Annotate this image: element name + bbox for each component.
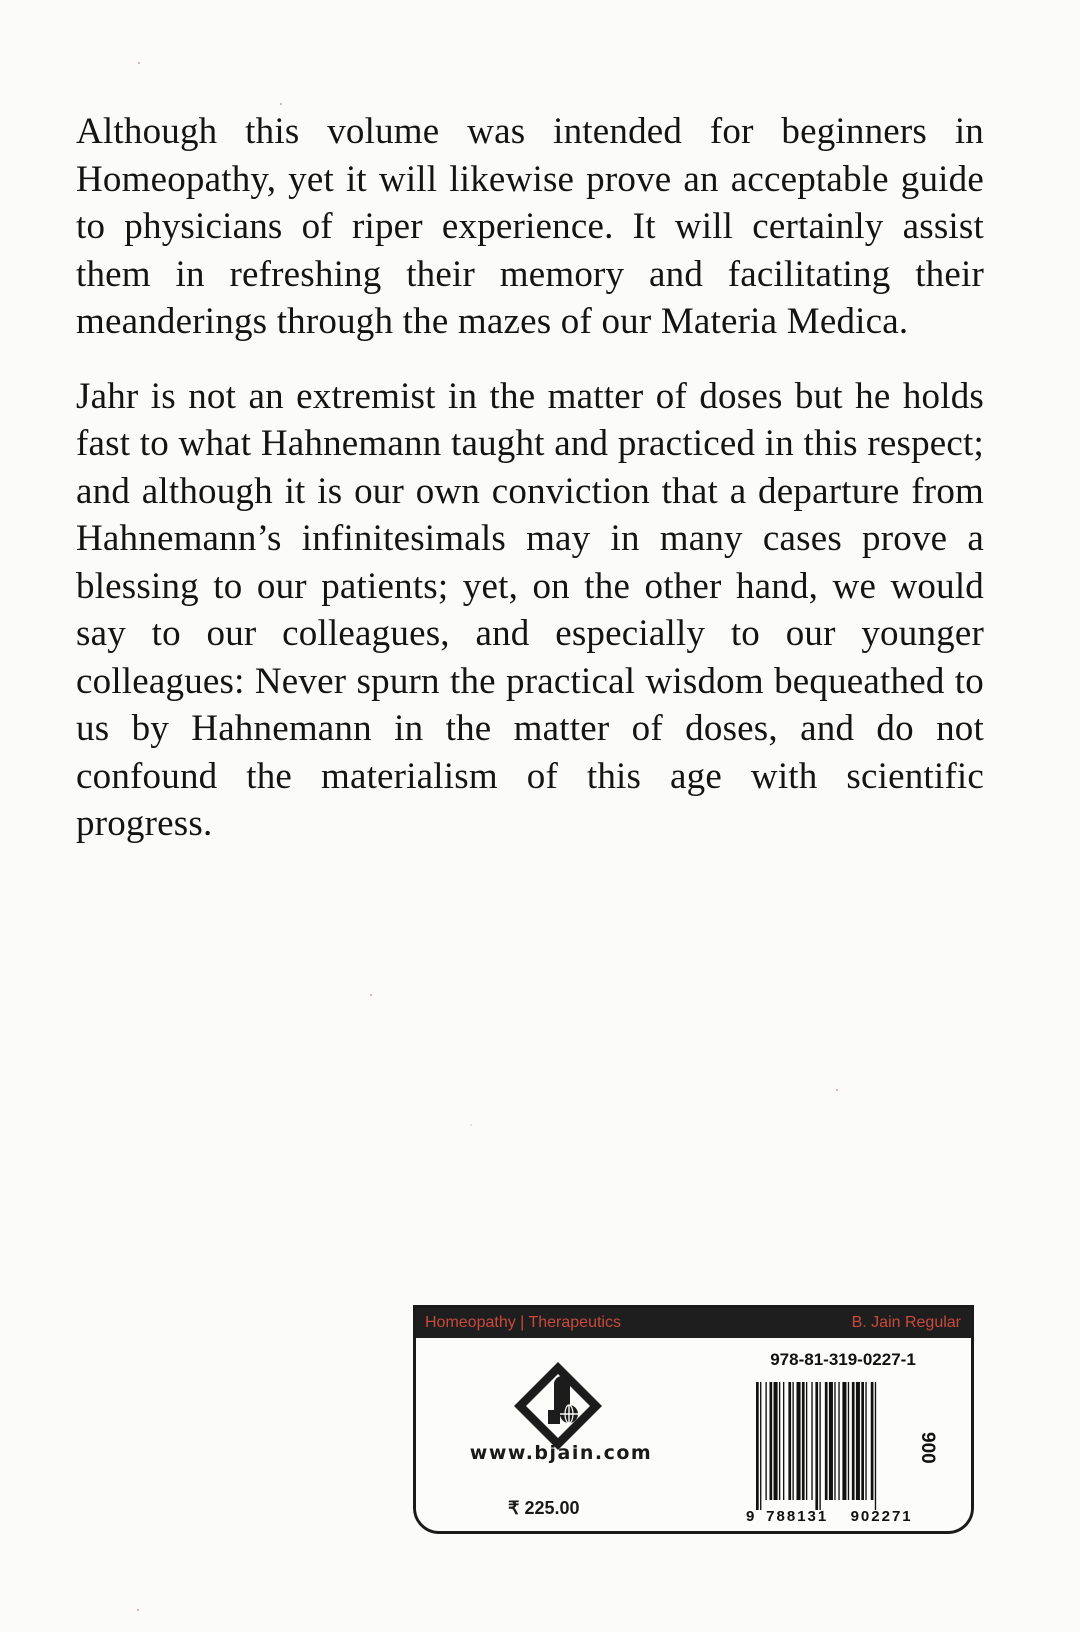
barcode-bar [829,1382,833,1500]
barcode-bar [806,1382,807,1500]
barcode-bar [865,1382,866,1500]
barcode-bar [802,1382,805,1500]
barcode-bar [838,1382,839,1500]
barcode-bar [852,1382,855,1500]
barcode-bar [760,1382,761,1510]
barcode-bar [825,1382,828,1500]
barcode-bar [875,1382,876,1510]
print-speck [370,994,372,996]
barcode-bar [770,1382,773,1500]
category-label: Homeopathy | Therapeutics [425,1314,621,1331]
barcode-digits [746,1508,946,1525]
isbn-barcode [756,1382,936,1510]
barcode-digit-lead: 9 [746,1508,757,1525]
barcode-bar [797,1382,801,1500]
barcode-bar [861,1382,864,1500]
barcode-bar [819,1382,820,1510]
barcode-digit-group-1: 788131 [766,1508,829,1525]
barcode-digit-group-2: 902271 [850,1508,913,1525]
price-label: ₹ 225.00 [508,1498,580,1518]
blurb-paragraph-2: Jahr is not an extremist in the matter of doses but he holds fast to what Hahnemann taught and practiced in this respect; and although it is our own conviction that a departure from Hahnemann’s infinitesimals may in many cases prove a blessing to our patients; yet, on the other hand, we would say to our colleagues, and especially to our younger colleagues: Never spurn the practical wisdom bequeathed to us by Hahnemann in the matter of doses, and do not confound the materialism of this age with scientific progress. [76,375,984,844]
publisher-info-box [413,1305,974,1534]
barcode-bar [756,1382,759,1510]
imprint-label: B. Jain Regular [851,1314,961,1331]
barcode-bar [856,1382,860,1500]
barcode-bar [871,1382,874,1500]
print-speck [836,1089,838,1091]
barcode-bar [774,1382,778,1500]
publisher-website: www.bjain.com [469,1442,653,1464]
barcode-bar [788,1382,791,1500]
print-speck [137,1609,139,1611]
info-box-header [416,1308,971,1338]
barcode-bar [848,1382,849,1500]
barcode-bar [815,1382,818,1510]
print-speck [470,1124,472,1126]
blurb-text [76,108,984,875]
isbn-number: 978-81-319-0227-1 [770,1350,916,1369]
blurb-paragraph-1: Although this volume was intended for beginners in Homeopathy, yet it will likewise prove an acceptable guide to physicians of riper experience. It will certainly assist them in refreshing their memory and facilitating their meanderings through the mazes of our Materia Medica. [76,111,984,342]
barcode-addon-code: 900 [917,1432,938,1464]
barcode-bar [765,1382,766,1500]
barcode-bar [811,1382,812,1500]
barcode-bar [792,1382,793,1500]
print-speck [138,62,140,64]
barcode-bar [842,1382,846,1500]
barcode-bar [779,1382,780,1500]
bjain-diamond-logo-icon [510,1358,606,1454]
barcode-bar [834,1382,835,1500]
barcode-bar [783,1382,784,1500]
print-speck [280,103,282,105]
